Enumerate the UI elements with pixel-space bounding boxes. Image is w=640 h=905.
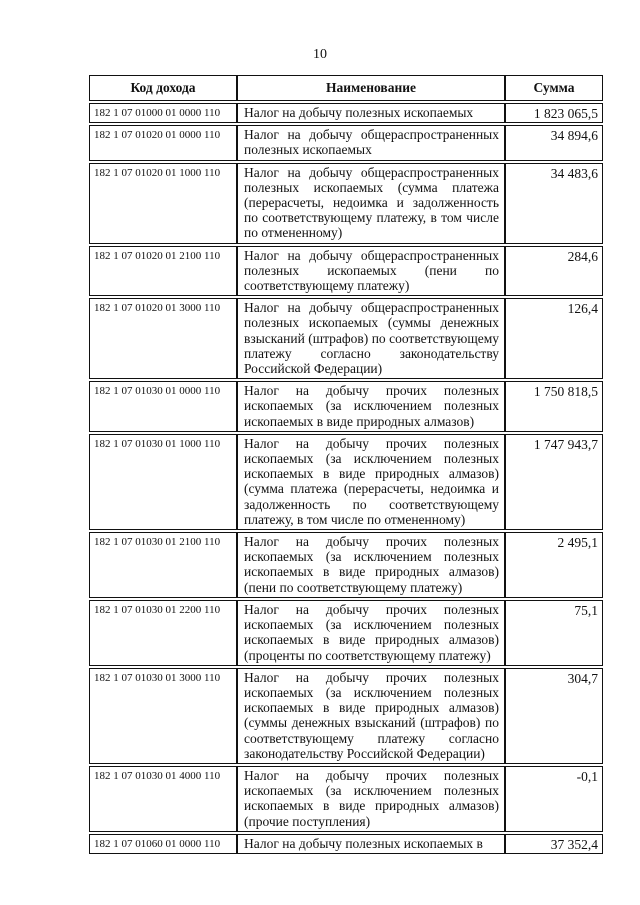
table-row xyxy=(89,766,603,832)
revenue-name: Налог на добычу общераспространенных полезных ископаемых xyxy=(237,125,505,160)
revenue-name: Налог на добычу полезных ископаемых xyxy=(237,103,505,123)
revenue-amount: 284,6 xyxy=(505,246,603,297)
revenue-name: Налог на добычу общераспространенных полезных ископаемых (пени по соответствующему платежу) xyxy=(237,246,505,297)
table-row xyxy=(89,600,603,666)
page-number: 10 xyxy=(313,47,327,62)
revenue-amount: 1 750 818,5 xyxy=(505,381,603,432)
revenue-name: Налог на добычу прочих полезных ископаемых (за исключением полезных ископаемых в виде природных алмазов) (проценты по соответствующему платежу) xyxy=(237,600,505,666)
table-row xyxy=(89,163,603,244)
table-row xyxy=(89,103,603,123)
table-row xyxy=(89,668,603,764)
revenue-name: Налог на добычу прочих полезных ископаемых (за исключением полезных ископаемых в виде природных алмазов) (прочие поступления) xyxy=(237,766,505,832)
revenue-name: Налог на добычу полезных ископаемых в xyxy=(237,834,505,854)
revenue-amount: 34 894,6 xyxy=(505,125,603,160)
revenue-amount: 75,1 xyxy=(505,600,603,666)
revenue-code: 182 1 07 01030 01 2100 110 xyxy=(89,532,237,598)
table-row xyxy=(89,125,603,160)
revenue-amount: 37 352,4 xyxy=(505,834,603,854)
revenue-name: Налог на добычу прочих полезных ископаемых (за исключением полезных ископаемых в виде природных алмазов) (сумма платежа (перерасчеты, недоимка и задолженность по соответствующему платежу, в том числе по отмененному) xyxy=(237,434,505,530)
revenue-amount: 1 747 943,7 xyxy=(505,434,603,530)
revenue-code: 182 1 07 01000 01 0000 110 xyxy=(89,103,237,123)
revenue-code: 182 1 07 01030 01 2200 110 xyxy=(89,600,237,666)
revenue-amount: 304,7 xyxy=(505,668,603,764)
revenue-amount: 126,4 xyxy=(505,298,603,379)
revenue-amount: 34 483,6 xyxy=(505,163,603,244)
revenue-name: Налог на добычу прочих полезных ископаемых (за исключением полезных ископаемых в виде природных алмазов) xyxy=(237,381,505,432)
table-row xyxy=(89,246,603,297)
revenue-amount: -0,1 xyxy=(505,766,603,832)
table-row xyxy=(89,298,603,379)
revenue-code: 182 1 07 01020 01 0000 110 xyxy=(89,125,237,160)
revenue-code: 182 1 07 01020 01 1000 110 xyxy=(89,163,237,244)
revenue-code: 182 1 07 01020 01 3000 110 xyxy=(89,298,237,379)
revenue-code: 182 1 07 01030 01 1000 110 xyxy=(89,434,237,530)
revenue-table xyxy=(89,73,603,856)
table-row xyxy=(89,381,603,432)
revenue-code: 182 1 07 01020 01 2100 110 xyxy=(89,246,237,297)
table-row xyxy=(89,434,603,530)
revenue-code: 182 1 07 01030 01 0000 110 xyxy=(89,381,237,432)
revenue-name: Налог на добычу общераспространенных полезных ископаемых (сумма платежа (перерасчеты, недоимка и задолженность по соответствующему платежу, в том числе по отмененному) xyxy=(237,163,505,244)
table-row xyxy=(89,532,603,598)
amount-column-header: Сумма xyxy=(505,75,603,101)
revenue-name: Налог на добычу общераспространенных полезных ископаемых (суммы денежных взысканий (штрафов) по соответствующему платежу согласно законодательству Российской Федерации) xyxy=(237,298,505,379)
revenue-amount: 2 495,1 xyxy=(505,532,603,598)
revenue-code: 182 1 07 01030 01 3000 110 xyxy=(89,668,237,764)
code-column-header: Код дохода xyxy=(89,75,237,101)
revenue-code: 182 1 07 01060 01 0000 110 xyxy=(89,834,237,854)
revenue-code: 182 1 07 01030 01 4000 110 xyxy=(89,766,237,832)
revenue-name: Налог на добычу прочих полезных ископаемых (за исключением полезных ископаемых в виде природных алмазов) (пени по соответствующему платежу) xyxy=(237,532,505,598)
table-header-row xyxy=(89,75,603,101)
table-row xyxy=(89,834,603,854)
name-column-header: Наименование xyxy=(237,75,505,101)
revenue-name: Налог на добычу прочих полезных ископаемых (за исключением полезных ископаемых в виде природных алмазов) (суммы денежных взысканий (штрафов) по соответствующему платежу согласно законодательству Российской Федерации) xyxy=(237,668,505,764)
revenue-amount: 1 823 065,5 xyxy=(505,103,603,123)
